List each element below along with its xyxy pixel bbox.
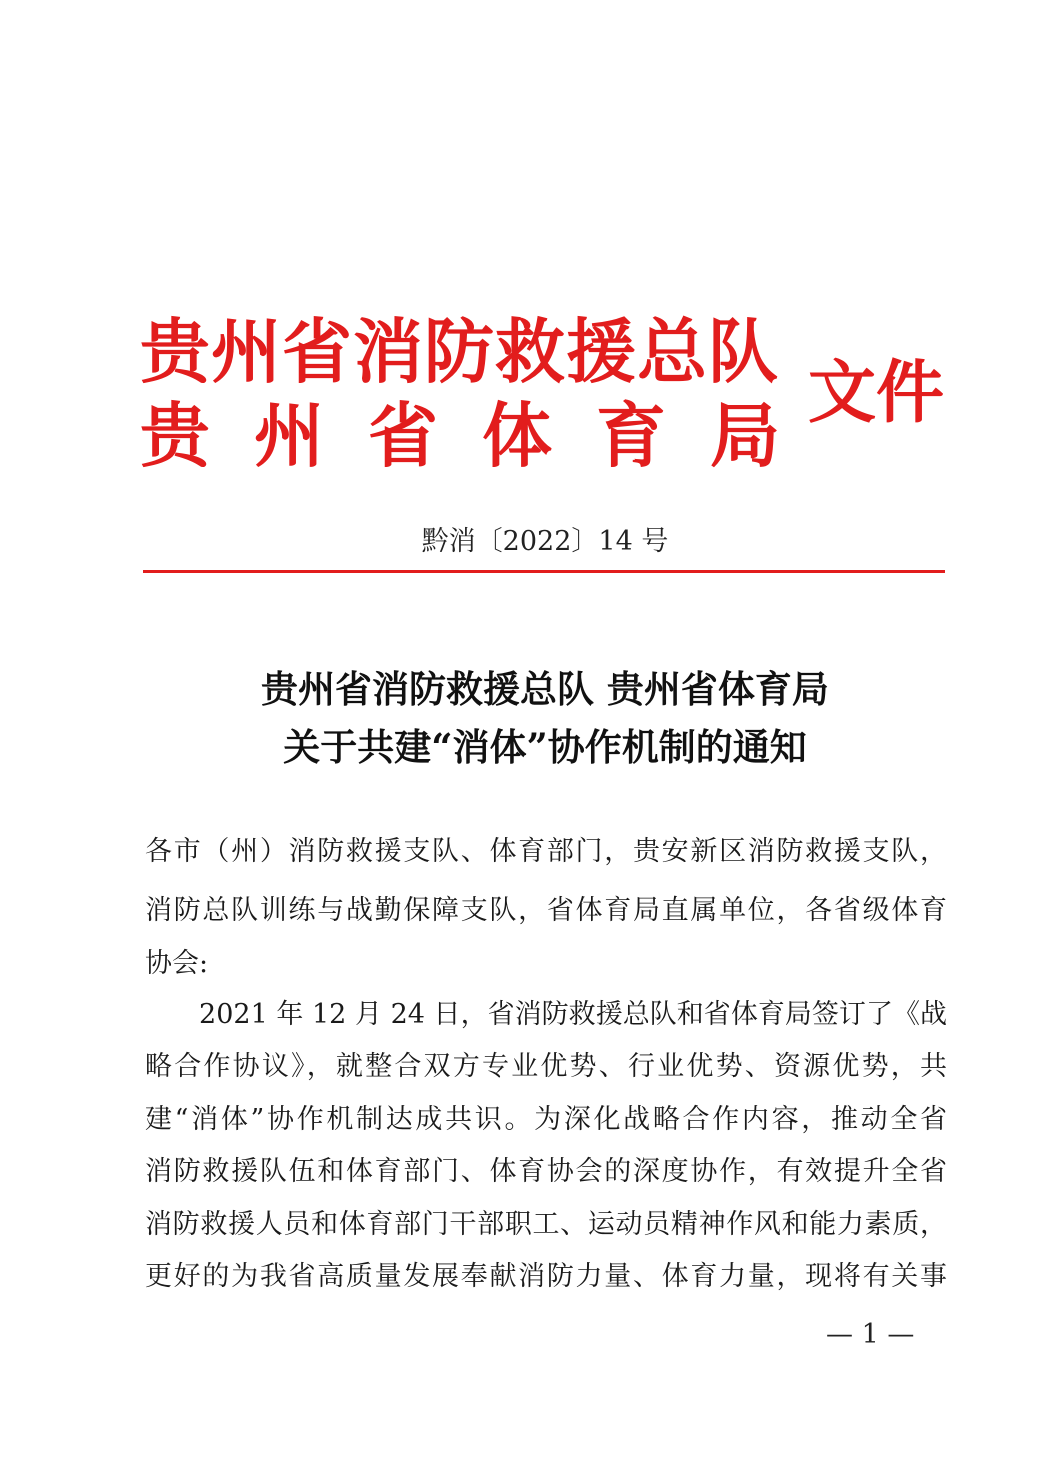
body-line: 更好的为我省高质量发展奉献消防力量、体育力量，现将有关事 (145, 1261, 947, 1292)
red-divider (143, 570, 945, 573)
body-line: 建“消体”协作机制达成共识。为深化战略合作内容，推动全省 (145, 1104, 947, 1135)
issuer-sports-bureau: 贵州省体育局 (140, 395, 824, 477)
body-line: 2021 年 12 月 24 日，省消防救援总队和省体育局签订了《战 (145, 999, 947, 1030)
document-mark: 文件 (808, 354, 945, 433)
letterhead (140, 300, 960, 480)
body-line: 消防总队训练与战勤保障支队，省体育局直属单位，各省级体育 (145, 895, 947, 926)
title-line-1: 贵州省消防救援总队 贵州省体育局 (261, 667, 829, 711)
page-number: — 1 — (826, 1319, 915, 1350)
body-line: 消防救援队伍和体育部门、体育协会的深度协作，有效提升全省 (145, 1156, 947, 1187)
body-line: 略合作协议》，就整合双方专业优势、行业优势、资源优势，共 (145, 1051, 947, 1082)
title-line-2: 关于共建“消体”协作机制的通知 (283, 725, 807, 769)
body-line: 消防救援人员和体育部门干部职工、运动员精神作风和能力素质， (145, 1209, 947, 1240)
issuer-fire-rescue: 贵州省消防救援总队 (140, 311, 779, 393)
body-line: 各市（州）消防救援支队、体育部门，贵安新区消防救援支队， (145, 836, 947, 867)
body-line: 协会: (145, 948, 209, 979)
document-number: 黔消〔2022〕14 号 (421, 526, 669, 557)
